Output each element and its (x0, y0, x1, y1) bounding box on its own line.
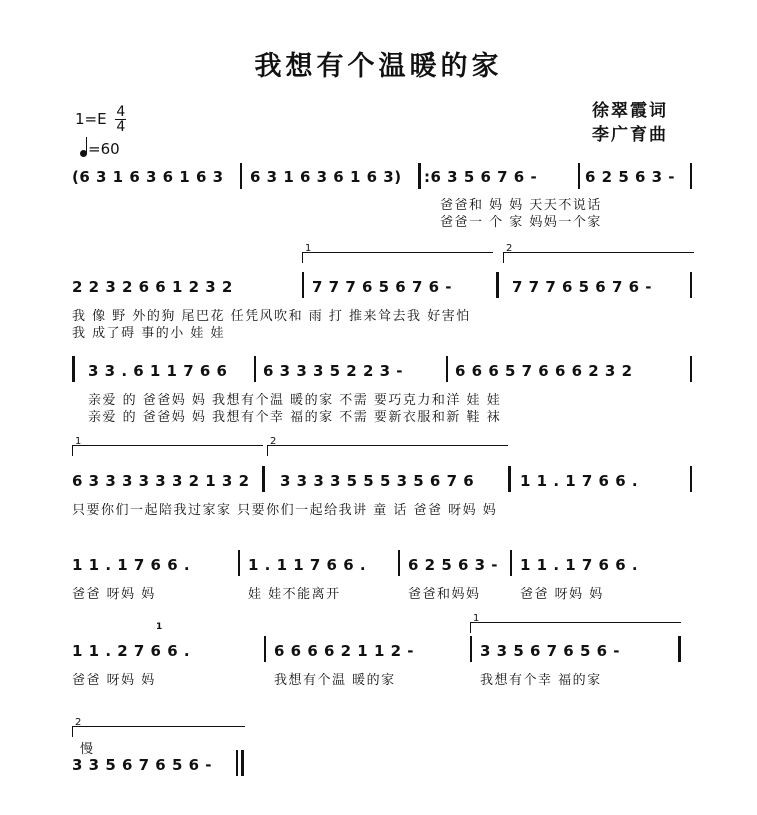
notes-l6-m2: 6 6 6 6 2 1 1 2 - (274, 642, 414, 660)
repeat-barline (72, 356, 75, 382)
time-signature-top: 4 (116, 104, 126, 120)
tempo-label: =60 (88, 140, 120, 158)
grace-note: 1 (156, 622, 163, 632)
repeat-barline (496, 272, 499, 298)
notes-l7-m1: 3 3 5 6 7 6 5 6 - (72, 756, 212, 774)
lyrics-l6-m2: 我想有个温 暖的家 (274, 673, 396, 688)
repeat-barline (678, 636, 681, 662)
barline (690, 466, 692, 492)
barline (446, 356, 448, 382)
notes-l6-m1: 1 1 . 2 7 6 6 . (72, 642, 191, 660)
barline (240, 163, 242, 189)
volta-number: 1 (75, 436, 82, 447)
notes-l3-m1: 3 3 . 6 1 1 7 6 6 (88, 362, 228, 380)
notes-l1-m3: :6 3 5 6 7 6 - (424, 168, 538, 186)
lyrics-l1-v2: 爸爸一 个 家 妈妈一个家 (440, 215, 602, 230)
notes-l2-m3: 7 7 7 6 5 6 7 6 - (512, 278, 652, 296)
lyrics-l3-v1: 亲爱 的 爸爸妈 妈 我想有个温 暖的家 不需 要巧克力和洋 娃 娃 (88, 393, 502, 408)
barline (690, 356, 692, 382)
notes-l1-m4: 6 2 5 6 3 - (585, 168, 676, 186)
volta-number: 2 (75, 717, 82, 728)
notes-l2-m2: 7 7 7 6 5 6 7 6 - (312, 278, 452, 296)
lyrics-l5-m1: 爸爸 呀妈 妈 (72, 587, 156, 602)
quarter-note-icon (80, 150, 87, 157)
lyrics-l5-m3: 爸爸和妈妈 (408, 587, 481, 602)
volta-bracket (72, 436, 263, 456)
lyrics-l4-v1: 只要你们一起陪我过家家 只要你们一起给我讲 童 话 爸爸 呀妈 妈 (72, 503, 498, 518)
barline (254, 356, 256, 382)
notes-l4-m2: 3 3 3 3 5 5 5 3 5 6 7 6 (280, 472, 475, 490)
notes-l2-m1: 2 2 3 2 6 6 1 2 3 2 (72, 278, 233, 296)
barline (690, 163, 692, 189)
lyrics-l1-v1: 爸爸和 妈 妈 天天不说话 (440, 198, 602, 213)
key-label: 1=E (75, 110, 107, 128)
notes-l1-m2: 6 3 1 6 3 6 1 6 3) (250, 168, 402, 186)
notes-l5-m1: 1 1 . 1 7 6 6 . (72, 556, 191, 574)
barline (510, 550, 512, 576)
volta-number: 1 (305, 243, 312, 254)
volta-bracket (267, 436, 508, 456)
notes-l6-m3: 3 3 5 6 7 6 5 6 - (480, 642, 620, 660)
lyrics-l2-v1: 我 像 野 外的狗 尾巴花 任凭风吹和 雨 打 推来耸去我 好害怕 (72, 309, 471, 324)
barline (398, 550, 400, 576)
volta-number: 1 (473, 613, 480, 624)
notes-l5-m4: 1 1 . 1 7 6 6 . (520, 556, 639, 574)
volta-number: 2 (506, 243, 513, 254)
volta-bracket (302, 243, 493, 263)
barline (578, 163, 580, 189)
lyrics-l6-m1: 爸爸 呀妈 妈 (72, 673, 156, 688)
lyrics-l5-m4: 爸爸 呀妈 妈 (520, 587, 604, 602)
barline (690, 272, 692, 298)
barline (470, 636, 472, 662)
volta-bracket (503, 243, 694, 263)
time-signature (115, 105, 126, 134)
barline (302, 272, 304, 298)
notes-l5-m2: 1 . 1 1 7 6 6 . (248, 556, 367, 574)
lyrics-l5-m2: 娃 娃不能离开 (248, 587, 341, 602)
song-title: 我想有个温暖的家 (254, 51, 503, 82)
repeat-barline (508, 466, 511, 492)
notes-l5-m3: 6 2 5 6 3 - (408, 556, 499, 574)
composer-credit: 李广育曲 (592, 125, 668, 145)
notes-l3-m2: 6 3 3 3 5 2 2 3 - (263, 362, 403, 380)
final-barline-thick (241, 750, 244, 776)
tempo-slow-mark: 慢 (80, 742, 94, 757)
final-barline-thin (236, 750, 238, 776)
volta-bracket (470, 613, 681, 633)
repeat-barline (262, 466, 265, 492)
barline (264, 636, 266, 662)
notes-l1-m1: (6 3 1 6 3 6 1 6 3 (72, 168, 224, 186)
barline (238, 550, 240, 576)
volta-number: 2 (270, 436, 277, 447)
lyrics-l6-m3: 我想有个幸 福的家 (480, 673, 602, 688)
tempo-mark (80, 140, 120, 158)
key-signature (75, 105, 126, 134)
time-signature-bottom: 4 (116, 119, 126, 135)
lyrics-l2-v2: 我 成了碍 事的小 娃 娃 (72, 326, 226, 341)
notes-l4-m1: 6 3 3 3 3 3 3 2 1 3 2 (72, 472, 250, 490)
lyrics-l3-v2: 亲爱 的 爸爸妈 妈 我想有个幸 福的家 不需 要新衣服和新 鞋 袜 (88, 410, 502, 425)
repeat-barline (418, 163, 421, 189)
notes-l3-m3: 6 6 6 5 7 6 6 6 2 3 2 (455, 362, 633, 380)
notes-l4-m3: 1 1 . 1 7 6 6 . (520, 472, 639, 490)
lyricist-credit: 徐翠霞词 (592, 101, 668, 121)
volta-bracket (72, 717, 245, 737)
